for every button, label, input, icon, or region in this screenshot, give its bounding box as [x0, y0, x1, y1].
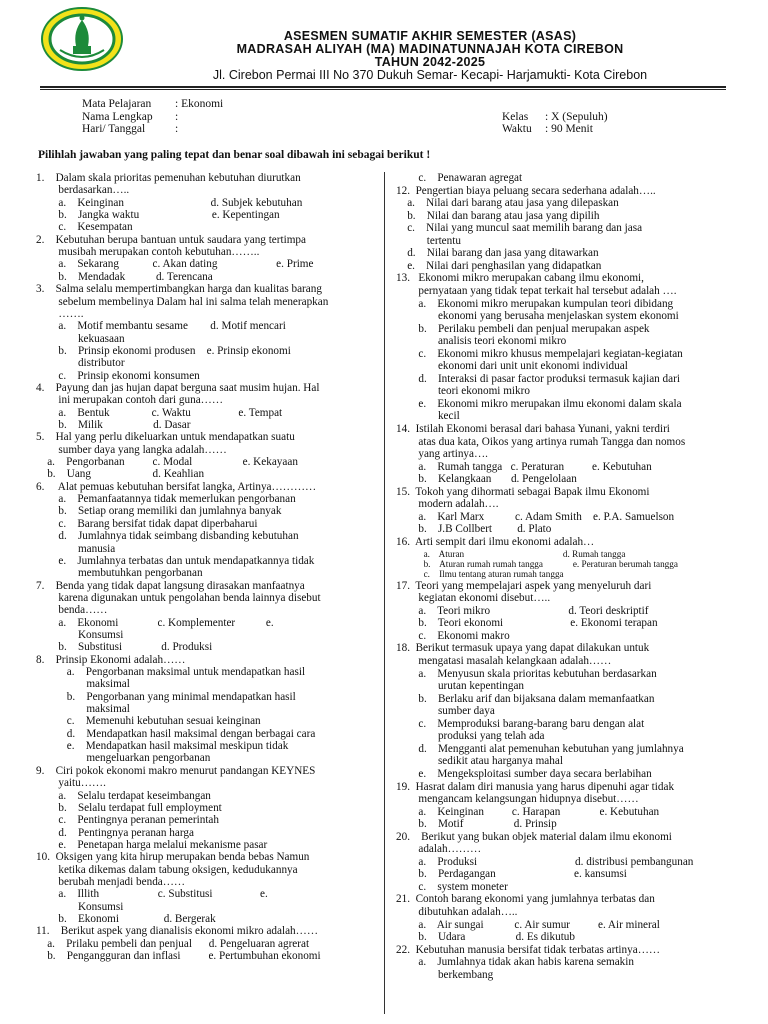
question-line: sedikit atau harganya mahal [396, 755, 563, 768]
question-line: mengeluarkan pengorbanan [36, 752, 211, 765]
question-line: berdasarkan….. [36, 184, 130, 197]
question-line: 11. Berikut aspek yang dianalisis ekonomi mikro adalah…… [36, 925, 319, 938]
name-label: Nama Lengkap [82, 111, 153, 123]
question-line: e. Mendapatkan hasil maksimal meskipun tidak [36, 740, 289, 753]
question-line: ketika dikemas dalam tabung oksigen, kedudukannya [36, 863, 298, 876]
question-line: 4. Payung dan jas hujan dapat berguna saat musim hujan. Hal [36, 381, 320, 394]
question-line: d. Nilai barang dan jasa yang ditawarkan [396, 247, 599, 260]
question-line: ini merupakan contoh dari guna…… [36, 394, 224, 407]
question-line: sumber daya [396, 705, 495, 718]
school-name: MADRASAH ALIYAH (MA) MADINATUNNAJAH KOTA CIREBON [236, 42, 624, 56]
question-line: a. Prilaku pembeli dan penjual d. Pengeluaran agrerat [36, 937, 310, 950]
question-line: Konsumsi [36, 900, 124, 913]
school-address: Jl. Cirebon Permai III No 370 Dukuh Semar- Kecapi- Harjamukti- Kota Cirebon [212, 68, 648, 82]
question-line: distributor [36, 357, 125, 370]
question-line: tertentu [396, 234, 461, 247]
question-line: b. Berlaku arif dan bijaksana dalam memanfaatkan [396, 692, 655, 705]
question-line: kecil [396, 410, 460, 423]
question-line: teori ekonomi mikro [396, 385, 530, 398]
academic-year: TAHUN 2042-2025 [374, 55, 486, 69]
question-line: c. Ekonomi mikro khusus mempelajari kegiatan-kegiatan [396, 347, 683, 360]
question-line: b. Aturan rumah rumah tangga e. Peraturan berumah tangga [396, 558, 678, 569]
question-line: modern adalah…. [396, 498, 499, 511]
question-line: a. Karl Marx c. Adam Smith e. P.A. Samuelson [396, 510, 675, 523]
question-line: 19. Hasrat dalam diri manusia yang harus dipenuhi agar tidak [396, 780, 675, 793]
question-line: musibah merupakan contoh kebutuhan…….. [36, 246, 260, 259]
question-line: 16. Arti sempit dari ilmu ekonomi adalah… [396, 535, 595, 548]
document-header [0, 0, 768, 96]
time-value: : 90 Menit [545, 123, 593, 135]
question-line: 15. Tokoh yang dihormati sebagai Bapak ilmu Ekonomi [396, 485, 650, 498]
question-line: b. Pengangguran dan inflasi e. Pertumbuhan ekonomi [36, 950, 321, 963]
question-line: urutan kepentingan [396, 680, 525, 693]
question-line: c. Memproduksi barang-barang baru dengan alat [396, 717, 645, 730]
question-line: a. Keinginan c. Harapan e. Kebutuhan [396, 805, 660, 818]
question-line: a. Teori mikro d. Teori deskriptif [396, 604, 649, 617]
question-line: ……. [36, 307, 84, 320]
question-line: 1. Dalam skala prioritas pemenuhan kebutuhan diurutkan [36, 172, 301, 184]
question-line: ekonomi yang berusaha menjelaskan system ekonomi [396, 310, 679, 323]
question-line: c. Ilmu tentang aturan rumah tangga [396, 569, 564, 580]
question-line: a. Pemanfaatannya tidak memerlukan pengorbanan [36, 493, 296, 506]
question-line: b. Perdagangan e. kansumsi [396, 868, 627, 881]
question-line: b. Motif d. Prinsip [396, 818, 557, 831]
question-line: c. Penawaran agregat [396, 172, 523, 184]
question-line: c. Prinsip ekonomi konsumen [36, 369, 200, 382]
question-line: d. Pentingnya peranan harga [36, 826, 194, 839]
question-line: a. Bentuk c. Waktu e. Tempat [36, 406, 283, 419]
question-line: b. Teori ekonomi e. Ekonomi terapan [396, 617, 658, 630]
question-line: 6. Alat pemuas kebutuhan bersifat langka, Artinya………… [36, 480, 317, 493]
question-line: analisis teori ekonomi mikro [396, 335, 567, 348]
question-line: c. Kesempatan [36, 221, 133, 234]
question-line: 5. Hal yang perlu dikeluarkan untuk mendapatkan suatu [36, 431, 295, 444]
question-line: 13. Ekonomi mikro merupakan cabang ilmu ekonomi, [396, 272, 644, 285]
question-line: d. Interaksi di pasar factor produksi termasuk kajian dari [396, 372, 680, 385]
question-line: b. Ekonomi d. Bergerak [36, 913, 216, 925]
question-line: a. Jumlahnya tidak akan habis karena semakin [396, 956, 634, 969]
question-line: 17. Teori yang mempelajari aspek yang menyeluruh dari [396, 579, 652, 592]
question-line: a. Ekonomi mikro merupakan kumpulan teori dibidang [396, 297, 674, 310]
question-line: yang artinya…. [396, 448, 488, 461]
question-line: dibutuhkan adalah….. [396, 906, 518, 918]
instruction-text: Pilihlah jawaban yang paling tepat dan benar soal dibawah ini sebagai berikut ! [38, 149, 431, 161]
question-line: sebelum membelinya Dalam hal ini salma telah menerapkan [36, 295, 329, 308]
question-line: c. Pentingnya peranan pemerintah [36, 814, 219, 827]
question-line: a. Aturan d. Rumah tangga [396, 548, 626, 559]
question-line: b. Pengorbanan yang minimal mendapatkan hasil [36, 690, 296, 703]
question-line: mengancam kelangsungan hidupnya disebut…… [396, 793, 639, 806]
exam-title: ASESMEN SUMATIF AKHIR SEMESTER (ASAS) [283, 29, 577, 43]
question-line: b. Mendadak d. Terencana [36, 270, 213, 283]
question-line: 8. Prinsip Ekonomi adalah…… [36, 653, 186, 666]
question-line: produksi yang telah ada [396, 730, 545, 743]
school-logo [40, 6, 124, 72]
question-line: kekuasaan [36, 332, 125, 345]
question-line: d. Jumlahnya tidak seimbang disbanding kebutuhan [36, 530, 299, 543]
question-line: c. system moneter [396, 880, 508, 893]
question-line: a. Keinginan d. Subjek kebutuhan [36, 196, 303, 209]
question-line: 22. Kebutuhan manusia bersifat tidak terbatas artinya…… [396, 943, 661, 956]
question-line: manusia [36, 542, 116, 555]
question-line: e. Nilai dari penghasilan yang didapatkan [396, 259, 602, 272]
question-line: c. Barang bersifat tidak dapat diperbaharui [36, 517, 258, 530]
question-line: b. Substitusi d. Produksi [36, 641, 213, 654]
question-line: a. Menyusun skala prioritas kebutuhan berdasarkan [396, 667, 657, 680]
question-line: b. Prinsip ekonomi produsen e. Prinsip ekonomi [36, 344, 291, 357]
question-line: b. Jangka waktu e. Kepentingan [36, 209, 280, 222]
class-label: Kelas [502, 111, 529, 123]
question-line: 2. Kebutuhan berupa bantuan untuk saudara yang tertimpa [36, 233, 306, 246]
header-rule-thin [40, 89, 726, 90]
question-line: 12. Pengertian biaya peluang secara sederhana adalah….. [396, 184, 656, 197]
question-line: d. Mendapatkan hasil maksimal dengan berbagai cara [36, 727, 316, 740]
question-line: benda…… [36, 604, 108, 617]
question-line: berkembang [396, 968, 494, 981]
question-line: b. Nilai dan barang atau jasa yang dipilih [396, 209, 600, 222]
question-line: ekonomi dari unit unit ekonomi individual [396, 360, 628, 373]
question-line: kegiatan ekonomi disebut….. [396, 592, 551, 605]
question-line: 9. Ciri pokok ekonomi makro menurut pandangan KEYNES [36, 764, 316, 777]
question-line: a. Air sungai c. Air sumur e. Air mineral [396, 918, 660, 931]
question-line: a. Pengorbanan c. Modal e. Kekayaan [36, 456, 298, 469]
question-line: 3. Salma selalu mempertimbangkan harga dan kualitas barang [36, 283, 322, 296]
date-label: Hari/ Tanggal [82, 123, 146, 135]
question-line: 21. Contoh barang ekonomi yang jumlahnya terbatas dan [396, 893, 655, 906]
header-rule [40, 86, 726, 88]
question-line: d. Mengganti alat pemenuhan kebutuhan yang jumlahnya [396, 742, 684, 755]
subject-value: : Ekonomi [175, 98, 224, 110]
question-line: a. Pengorbanan maksimal untuk mendapatkan hasil [36, 666, 306, 678]
question-line: pernyataan yang tidak tepat terkait hal tersebut adalah …. [396, 284, 677, 297]
question-line: e. Ekonomi mikro merupakan ilmu ekonomi dalam skala [396, 397, 682, 410]
column-divider [384, 172, 385, 1014]
question-line: e. Jumlahnya terbatas dan untuk mendapatkannya tidak [36, 554, 315, 567]
question-line: 20. Berikut yang bukan objek material dalam ilmu ekonomi [396, 830, 672, 843]
question-line: c. Memenuhi kebutuhan sesuai keinginan [36, 715, 261, 728]
question-line: a. Rumah tangga c. Peraturan e. Kebutuhan [396, 460, 652, 473]
question-line: mengatasi masalah kelangkaan adalah…… [396, 655, 612, 667]
question-line: e. Mengeksploitasi sumber daya secara berlabihan [396, 767, 652, 780]
question-line: e. Penetapan harga melalui mekanisme pasar [36, 838, 268, 851]
question-line: a. Illith c. Substitusi e. [36, 888, 268, 901]
question-line: 18. Berikut termasuk upaya yang dapat dilakukan untuk [396, 642, 650, 655]
question-line: 10. Oksigen yang kita hirup merupakan benda bebas Namun [36, 851, 310, 864]
question-line: maksimal [36, 703, 130, 716]
question-line: b. Udara d. Es dikutub [396, 931, 575, 944]
question-line: a. Nilai dari barang atau jasa yang dilepaskan [396, 197, 619, 210]
question-line: maksimal [36, 678, 130, 691]
question-line: 14. Istilah Ekonomi berasal dari bahasa Yunani, yakni terdiri [396, 423, 670, 435]
question-line: c. Ekonomi makro [396, 629, 510, 642]
question-line: a. Ekonomi c. Komplementer e. [36, 616, 274, 629]
question-line: sumber daya yang langka adalah…… [36, 443, 227, 456]
question-line: berubah menjadi benda…… [36, 875, 186, 888]
question-line: karena digunakan untuk pengolahan benda lainnya disebut [36, 591, 321, 604]
class-value: : X (Sepuluh) [545, 111, 608, 123]
question-line: b. Setiap orang memiliki dan jumlahnya banyak [36, 505, 282, 518]
question-line: b. Kelangkaan d. Pengelolaan [396, 473, 577, 486]
question-line: a. Motif membantu sesame d. Motif mencari [36, 320, 286, 333]
question-line: b. Uang d. Keahlian [36, 468, 205, 481]
question-line: a. Produksi d. distribusi pembangunan [396, 855, 694, 868]
question-line: b. Selalu terdapat full employment [36, 801, 222, 814]
question-line: b. Milik d. Dasar [36, 419, 191, 431]
subject-label: Mata Pelajaran [82, 98, 152, 110]
date-value: : [175, 123, 179, 135]
question-line: a. Sekarang c. Akan dating e. Prime [36, 258, 314, 271]
question-line: a. Selalu terdapat keseimbangan [36, 789, 211, 802]
question-line: atas dua kata, Oikos yang artinya rumah Tangga dan nomos [396, 435, 686, 448]
question-line: b. J.B Collbert d. Plato [396, 523, 552, 536]
question-line: c. Nilai yang muncul saat memilih barang dan jasa [396, 222, 643, 235]
question-line: Konsumsi [36, 628, 124, 641]
question-line: membutuhkan pengorbanan [36, 567, 203, 580]
question-line: 7. Benda yang tidak dapat langsung dirasakan manfaatnya [36, 579, 305, 592]
question-line: adalah……… [396, 843, 482, 856]
name-value: : [175, 111, 179, 123]
time-label: Waktu [502, 123, 532, 135]
question-line: yaitu……. [36, 777, 106, 790]
question-line: b. Perilaku pembeli dan penjual merupakan aspek [396, 322, 650, 335]
